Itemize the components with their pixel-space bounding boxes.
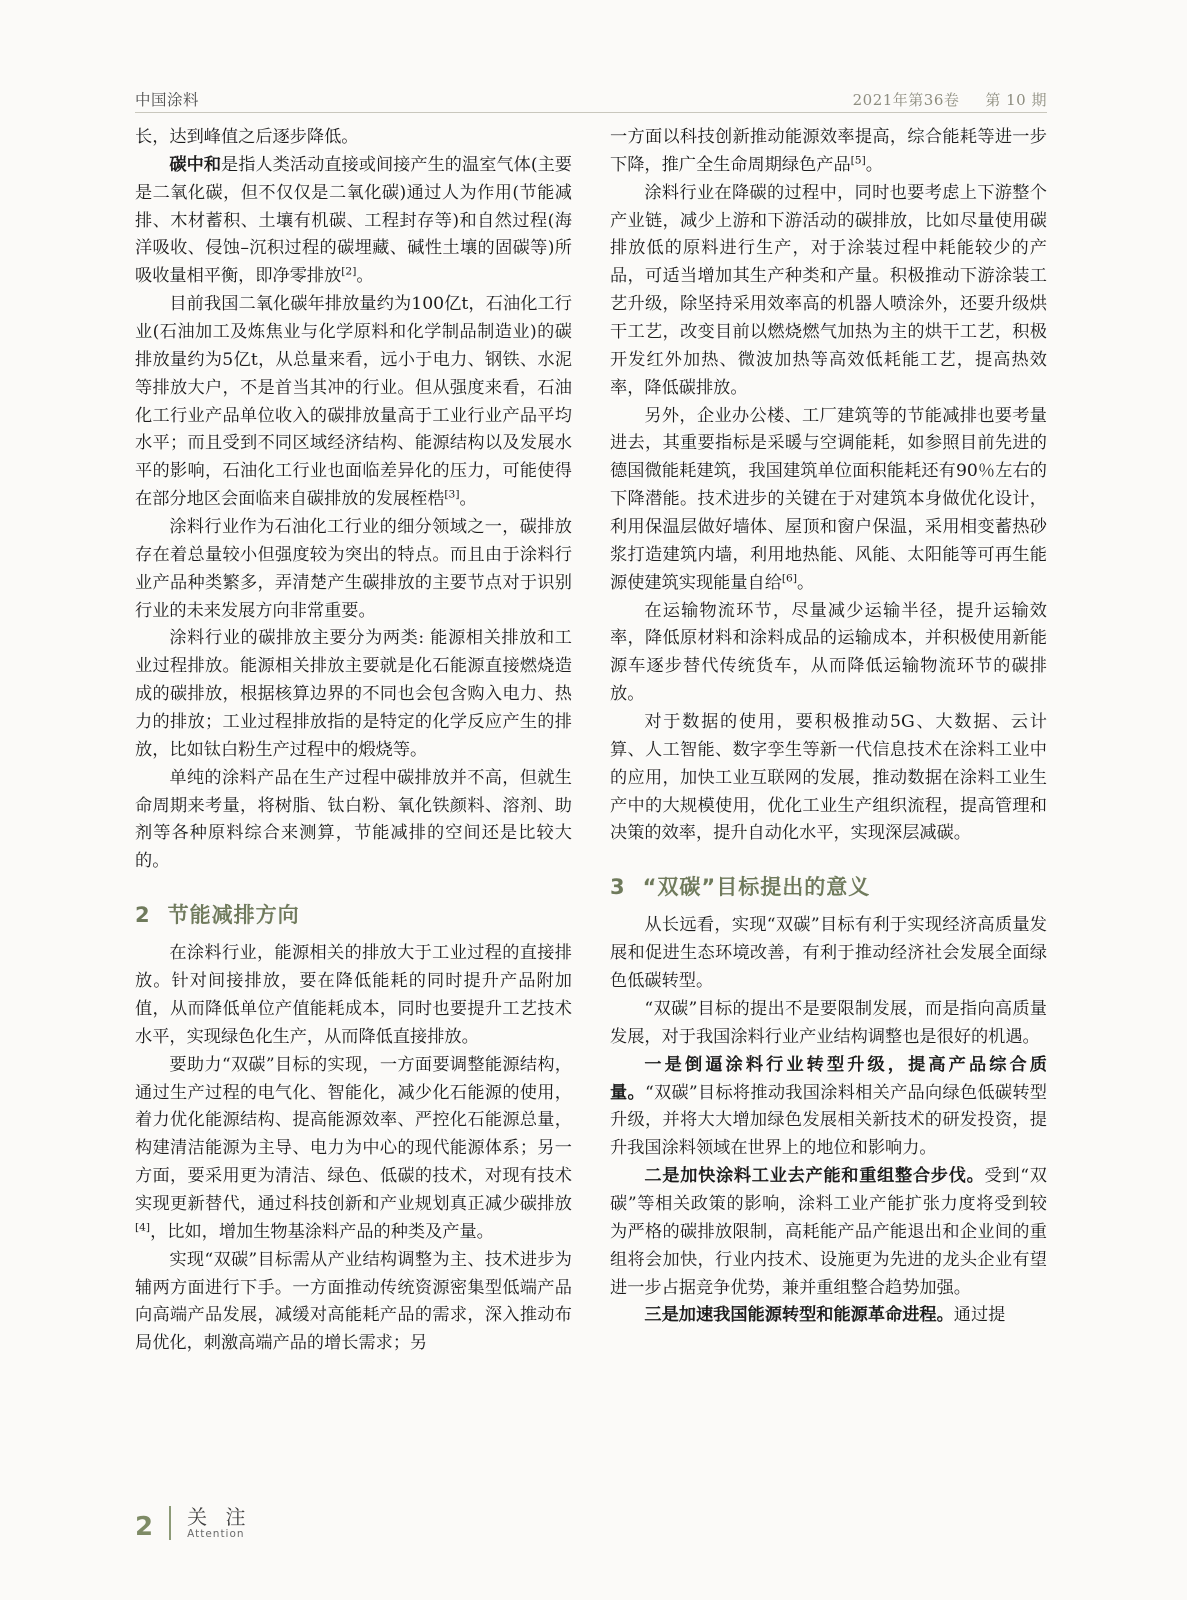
point-two-lead: 二是加快涂料工业去产能和重组整合步伐。 xyxy=(644,1166,985,1187)
issue-label: 第 10 期 xyxy=(985,91,1047,109)
para-buildings: 另外，企业办公楼、工厂建筑等的节能减排也要考量进去，其重要指标是采暖与空调能耗，如参照目前先进的德国微能耗建筑，我国建筑单位面积能耗还有90％左右的下降潜能。技术进步的关键在于对建筑本身做优化设计，利用保温层做好墙体、屋顶和窗户保温，采用相变蓄热砂浆打造建筑内墙，利用地热能、风能、太阳能等可再生能源使建筑实现能量自给[6]。 xyxy=(610,405,1047,593)
para-high-quality: “双碳”目标的提出不是要限制发展，而是指向高质量发展，对于我国涂料行业产业结构调整也是很好的机遇。 xyxy=(610,998,1047,1047)
para-logistics: 在运输物流环节，尽量减少运输半径，提升运输效率，降低原材料和涂料成品的运输成本，并积极使用新能源车逐步替代传统货车，从而降低运输物流环节的碳排放。 xyxy=(610,600,1047,705)
page-footer xyxy=(135,1506,251,1540)
point-one-lead: 一是倒逼涂料行业转型升级，提高产品综合质量。 xyxy=(610,1054,1047,1103)
para-energy-structure: 要助力“双碳”目标的实现，一方面要调整能源结构，通过生产过程的电气化、智能化，减少化石能源的使用，着力优化能源结构、提高能源效率、严控化石能源总量，构建清洁能源为主导、电力为中心的现代能源体系；另一方面，要采用更为清洁、绿色、低碳的技术，对现有技术实现更新替代，通过科技创新和产业规划真正减少碳排放[4]，比如，增加生物基涂料产品的种类及产量。 xyxy=(135,1054,572,1242)
header-divider xyxy=(135,112,1047,113)
journal-name: 中国涂料 xyxy=(135,91,200,109)
para-indirect-emission: 在涂料行业，能源相关的排放大于工业过程的直接排放。针对间接排放，要在降低能耗的同时提升产品附加值，从而降低单位产值能耗成本，同时也要提升工艺技术水平，实现绿色化生产，从而降低直接排放。 xyxy=(135,943,572,1047)
ref-marker-6: [6] xyxy=(781,571,797,585)
para-point-two: 二是加快涂料工业去产能和重组整合步伐。受到“双碳”等相关政策的影响，涂料工业产能扩张力度将受到较为严格的碳排放限制，高耗能产品产能退出和企业间的重组将会加快，行业内技术、设施更为先进的龙头企业有望进一步占据竞争优势，兼并重组整合趋势加强。 xyxy=(610,1166,1047,1298)
point-three-lead: 三是加速我国能源转型和能源革命进程。 xyxy=(644,1305,954,1326)
para-data-usage: 对于数据的使用，要积极推动5G、大数据、云计算、人工智能、数字孪生等新一代信息技术在涂料工业中的应用，加快工业互联网的发展，推动数据在涂料工业生产中的大规模使用，优化工业生产组织流程，提高管理和决策的效率，提升自动化水平，实现深层减碳。 xyxy=(610,712,1047,844)
para-two-categories: 涂料行业的碳排放主要分为两类: 能源相关排放和工业过程排放。能源相关排放主要就是化石能源直接燃烧造成的碳排放，根据核算边界的不同也会包含购入电力、热力的排放；工业过程排放指的是特定的化学反应产生的排放，比如钛白粉生产过程中的煅烧等。 xyxy=(135,628,572,760)
left-column xyxy=(135,124,572,1424)
section-title: “双碳”目标提出的意义 xyxy=(642,875,871,900)
ref-marker-3: [3] xyxy=(444,487,460,501)
para-industry-structure: 实现“双碳”目标需从产业结构调整为主、技术进步为辅两方面进行下手。一方面推动传统资源密集型低端产品向高端产品发展，减缓对高能耗产品的需求，深入推动布局优化，刺激高端产品的增长需求；另 xyxy=(135,1249,572,1354)
para-emission-data: 目前我国二氧化碳年排放量约为100亿t，石油化工行业(石油加工及炼焦业与化学原料和化学制品制造业)的碳排放量约为5亿t，从总量来看，远小于电力、钢铁、水泥等排放大户，不是首当其冲的行业。但从强度来看，石油化工行业产品单位收入的碳排放量高于工业行业产品平均水平；而且受到不同区域经济结构、能源结构以及发展水平的影响，石油化工行业也面临差异化的压力，可能使得在部分地区会面临来自碳排放的发展桎梏[3]。 xyxy=(135,294,572,510)
section-title: 节能减排方向 xyxy=(167,903,300,928)
term-carbon-neutral: 碳中和 xyxy=(169,154,222,175)
para-coatings-subfield: 涂料行业作为石油化工行业的细分领域之一，碳排放存在着总量较小但强度较为突出的特点。而且由于涂料行业产品种类繁多，弄清楚产生碳排放的主要节点对于识别行业的未来发展方向非常重要。 xyxy=(135,517,572,621)
para-continued: 长，达到峰值之后逐步降低。 xyxy=(135,127,359,147)
right-column xyxy=(610,124,1047,1424)
body-columns xyxy=(135,124,1047,1424)
para-long-term: 从长远看，实现“双碳”目标有利于实现经济高质量发展和促进生态环境改善，有利于推动经济社会发展全面绿色低碳转型。 xyxy=(610,915,1047,992)
footer-section-cn: 关 注 xyxy=(187,1505,252,1529)
section-heading-3 xyxy=(610,870,1047,904)
ref-marker-2: [2] xyxy=(341,264,357,278)
issue-info xyxy=(853,89,1047,110)
para-point-three: 三是加速我国能源转型和能源革命进程。通过提 xyxy=(644,1305,1006,1326)
para-point-one: 一是倒逼涂料行业转型升级，提高产品综合质量。“双碳”目标将推动我国涂料相关产品向绿色低碳转型升级，并将大大增加绿色发展相关新技术的研发投资，提升我国涂料领域在世界上的地位和影响力。 xyxy=(610,1054,1047,1159)
section-heading-2 xyxy=(135,898,572,932)
ref-marker-5: [5] xyxy=(850,153,866,167)
para-supply-chain: 涂料行业在降碳的过程中，同时也要考虑上下游整个产业链，减少上游和下游活动的碳排放，比如尽量使用碳排放低的原料进行生产，对于涂装过程中耗能较少的产品，可适当增加其生产种类和产量。积极推动下游涂装工艺升级，除坚持采用效率高的机器人喷涂外，还要升级烘干工艺，改变目前以燃烧燃气加热为主的烘干工艺，积极开发红外加热、微波加热等高效低耗能工艺，提高热效率，降低碳排放。 xyxy=(610,182,1047,398)
section-number: 3 xyxy=(610,875,625,900)
page-number: 2 xyxy=(135,1512,154,1542)
ref-marker-4: [4] xyxy=(135,1220,151,1234)
section-number: 2 xyxy=(135,903,150,928)
para-carbon-neutral: 碳中和是指人类活动直接或间接产生的温室气体(主要是二氧化碳，但不仅仅是二氧化碳)通过人为作用(节能减排、木材蓄积、土壤有机碳、工程封存等)和自然过程(海洋吸收、侵蚀–沉积过程的碳埋藏、碱性土壤的固碳等)所吸收量相平衡，即净零排放[2]。 xyxy=(135,154,572,287)
para-tech-innovation: 一方面以科技创新推动能源效率提高，综合能耗等进一步下降，推广全生命周期绿色产品[5]。 xyxy=(610,127,1047,175)
page-header xyxy=(135,82,1047,110)
volume-label: 2021年第36卷 xyxy=(852,91,960,109)
footer-divider xyxy=(169,1506,171,1540)
footer-section xyxy=(187,1507,251,1540)
footer-section-en: Attention xyxy=(187,1528,245,1540)
para-lifecycle: 单纯的涂料产品在生产过程中碳排放并不高，但就生命周期来考量，将树脂、钛白粉、氧化铁颜料、溶剂、助剂等各种原料综合来测算，节能减排的空间还是比较大的。 xyxy=(135,767,572,872)
